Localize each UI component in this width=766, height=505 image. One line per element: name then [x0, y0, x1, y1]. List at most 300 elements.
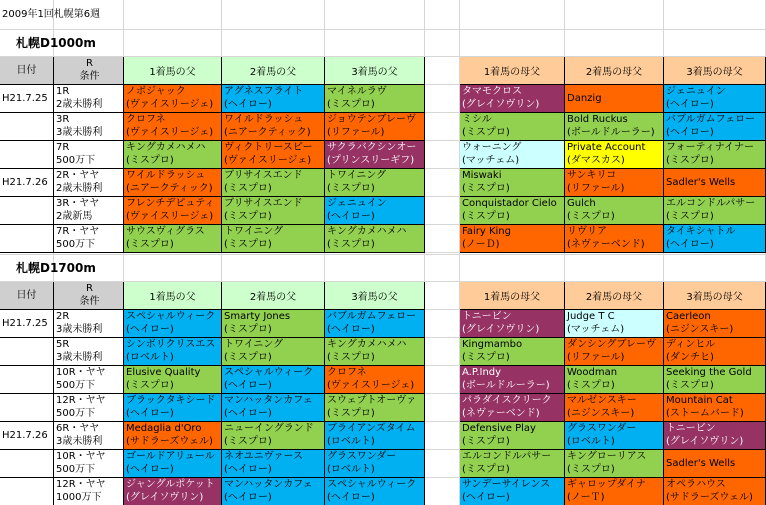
grid-cell [222, 255, 325, 282]
damsire-name: オペラハウス [666, 479, 726, 490]
grid-cell [425, 225, 460, 253]
grid-cell [460, 30, 565, 57]
damsire-cell-1 [460, 310, 565, 338]
race-condition: 3歳未勝利 [56, 436, 103, 447]
sire-lineage: (プリンスリーギフ) [327, 155, 415, 166]
sire-lineage: (ロベルト) [126, 352, 174, 363]
damsire-name: キングローリアス [567, 451, 647, 462]
sire-name: スペシャルウィーク [224, 367, 314, 378]
date-cell [0, 450, 54, 478]
damsire-lineage: (ミスプロ) [567, 211, 615, 222]
damsire-lineage: (ミスプロ) [462, 352, 510, 363]
grid-cell [664, 30, 766, 57]
sire-lineage: (ヘイロー) [224, 380, 272, 391]
sire-name: アグネスフライト [224, 86, 304, 97]
sire-cell-2 [222, 310, 325, 338]
sire-cell-1 [124, 310, 222, 338]
damsire-lineage: (ミスプロ) [462, 183, 510, 194]
sire-cell-2 [222, 422, 325, 450]
sire-lineage: (ミスプロ) [327, 99, 375, 110]
race-cell [54, 366, 124, 394]
damsire-name: バブルガムフェロー [666, 114, 756, 125]
damsire-cell-2 [565, 310, 664, 338]
damsire-lineage: (ヘイロー) [462, 492, 510, 503]
sire-name: スペシャルウィーク [327, 479, 417, 490]
sire-cell-1 [124, 394, 222, 422]
damsire-header-2 [565, 57, 664, 85]
date-header [0, 282, 54, 310]
page-title-cell [0, 0, 101, 30]
damsire-cell-3 [664, 197, 766, 225]
sire-cell-2 [222, 394, 325, 422]
sire-name: マイネルラヴ [327, 86, 387, 97]
sire-lineage: (ミスプロ) [224, 183, 272, 194]
grid-cell [325, 0, 425, 30]
damsire-lineage: (ノーＴ) [567, 492, 605, 503]
race-condition: 500万下 [56, 464, 96, 475]
sire-name: キングカメハメハ [327, 226, 407, 237]
sire-name: Medaglia d'Oro [126, 423, 202, 434]
damsire-lineage: (リファール) [567, 183, 625, 194]
grid-cell [425, 0, 460, 30]
race-cell [54, 422, 124, 450]
damsire-lineage: (ニジンスキー) [666, 324, 734, 335]
race-cell [54, 310, 124, 338]
damsire-name: ジェニュイン [666, 86, 726, 97]
damsire-name: タイキシャトル [666, 226, 736, 237]
sire-name: スウェプトオーヴァ [327, 395, 417, 406]
damsire-name: ディンヒル [666, 339, 716, 350]
sire-cell-3 [325, 394, 425, 422]
race-cell [54, 225, 124, 253]
sire-lineage: (ヘイロー) [327, 492, 375, 503]
date-cell [0, 85, 54, 113]
date-cell [0, 478, 54, 505]
damsire-cell-1 [460, 338, 565, 366]
race-number: 3R・ヤヤ [56, 198, 100, 209]
sire-lineage: (グレイソヴリン) [126, 492, 204, 503]
damsire-cell-1 [460, 366, 565, 394]
grid-cell [425, 30, 460, 57]
damsire-lineage: (ミスプロ) [567, 464, 615, 475]
damsire-name: Private Account [567, 142, 646, 153]
damsire-lineage: (ミスプロ) [462, 211, 510, 222]
damsire-name: Kingmambo [462, 339, 523, 350]
sire-cell-1 [124, 85, 222, 113]
sire-header-label: 3着馬の父 [351, 67, 398, 78]
grid-cell [425, 197, 460, 225]
date-cell [0, 338, 54, 366]
sire-name: ニューイングランド [224, 423, 314, 434]
race-condition: 500万下 [56, 380, 96, 391]
sire-name: マンハッタンカフェ [224, 479, 313, 490]
grid-cell [425, 169, 460, 197]
sire-lineage: (ロベルト) [327, 464, 375, 475]
race-number: 12R・ヤヤ [56, 479, 106, 490]
grid-cell [222, 0, 325, 30]
date-cell [0, 113, 54, 141]
sire-lineage: (ヴァイスリージェ) [224, 155, 312, 166]
sire-lineage: (ミスプロ) [126, 380, 174, 391]
date-value: H21.7.26 [2, 430, 48, 441]
race-cell [54, 85, 124, 113]
sire-name: クロフネ [126, 114, 166, 125]
race-condition: 3歳未勝利 [56, 127, 103, 138]
damsire-cell-2 [565, 85, 664, 113]
race-number: 6R・ヤヤ [56, 423, 100, 434]
damsire-header-label: 2着馬の母父 [585, 292, 643, 303]
damsire-lineage: (ミスプロ) [567, 380, 615, 391]
date-cell [0, 197, 54, 225]
damsire-cell-1 [460, 225, 565, 253]
sire-lineage: (ヘイロー) [224, 464, 272, 475]
sire-cell-2 [222, 366, 325, 394]
sire-name: サウスヴィグラス [126, 226, 205, 237]
damsire-name: グラスワンダー [567, 423, 637, 434]
damsire-lineage: (ノーＤ) [462, 239, 500, 250]
damsire-name: Conquistador Cielo [462, 198, 557, 209]
damsire-lineage: (ミスプロ) [462, 464, 510, 475]
sire-lineage: (ヘイロー) [126, 408, 174, 419]
race-cell [54, 141, 124, 169]
grid-cell [425, 85, 460, 113]
race-number: 7R・ヤヤ [56, 226, 100, 237]
damsire-lineage: (ダンチヒ) [666, 352, 714, 363]
sire-name: ネオユニヴァース [224, 451, 303, 462]
damsire-header-label: 1着馬の母父 [483, 67, 541, 78]
race-condition: 500万下 [56, 239, 96, 250]
sire-cell-1 [124, 225, 222, 253]
race-header-bottom: 条件 [79, 71, 100, 82]
sire-cell-3 [325, 422, 425, 450]
sire-lineage: (ミスプロ) [224, 211, 272, 222]
grid-cell [425, 113, 460, 141]
sire-cell-1 [124, 450, 222, 478]
damsire-header-label: 1着馬の母父 [483, 292, 541, 303]
damsire-name: Mountain Cat [666, 395, 733, 406]
sire-name: ジャングルポケット [126, 479, 215, 490]
race-number: 7R [56, 142, 70, 153]
race-header [54, 57, 124, 85]
damsire-header-1 [460, 282, 565, 310]
grid-cell [425, 253, 460, 255]
grid-cell [124, 255, 222, 282]
sire-name: ヴィクトリースピー [224, 142, 313, 153]
sire-lineage: (ミスプロ) [224, 436, 272, 447]
damsire-cell-1 [460, 478, 565, 505]
damsire-name: マルゼンスキー [567, 395, 637, 406]
sire-cell-1 [124, 113, 222, 141]
grid-cell [425, 255, 460, 282]
damsire-lineage: (マッチェム) [567, 324, 625, 335]
grid-cell [460, 255, 565, 282]
damsire-lineage: (ニジンスキー) [567, 408, 635, 419]
sire-lineage: (ヘイロー) [224, 99, 272, 110]
damsire-name: Danzig [567, 93, 602, 104]
sire-cell-3 [325, 450, 425, 478]
damsire-lineage: (ヘイロー) [666, 99, 714, 110]
damsire-cell-3 [664, 394, 766, 422]
grid-cell [124, 253, 222, 255]
sire-lineage: (ヴァイスリージェ) [327, 380, 415, 391]
sire-header-label: 1着馬の父 [149, 292, 196, 303]
race-number: 10R・ヤヤ [56, 367, 106, 378]
damsire-cell-1 [460, 394, 565, 422]
grid-cell [325, 255, 425, 282]
damsire-cell-1 [460, 197, 565, 225]
date-cell [0, 141, 54, 169]
sire-cell-3 [325, 338, 425, 366]
sire-cell-3 [325, 85, 425, 113]
damsire-cell-1 [460, 169, 565, 197]
race-cell [54, 113, 124, 141]
date-cell [0, 366, 54, 394]
sire-name: バブルガムフェロー [327, 311, 417, 322]
sire-lineage: (ヘイロー) [327, 324, 375, 335]
grid-cell [425, 338, 460, 366]
sire-name: フレンチデピュティ [126, 198, 215, 209]
sire-name: シンボリクリスエス [126, 339, 216, 350]
sire-cell-3 [325, 310, 425, 338]
damsire-cell-2 [565, 422, 664, 450]
sire-cell-3 [325, 169, 425, 197]
damsire-lineage: (サドラーズウェル) [666, 492, 753, 503]
race-number: 5R [56, 339, 70, 350]
damsire-lineage: (ミスプロ) [666, 380, 714, 391]
grid-cell [325, 30, 425, 57]
sire-name: ブライアンズタイム [327, 423, 416, 434]
grid-cell [425, 282, 460, 310]
damsire-name: Judge T C [567, 311, 615, 322]
damsire-lineage: (ヘイロー) [666, 239, 714, 250]
race-number: 10R・ヤヤ [56, 451, 106, 462]
sire-lineage: (ミスプロ) [327, 352, 375, 363]
date-header-label: 日付 [16, 289, 37, 301]
grid-cell [222, 30, 325, 57]
sire-lineage: (サドラーズウェル) [126, 436, 213, 447]
sire-lineage: (ニアークティック) [126, 183, 213, 194]
sire-header-3 [325, 282, 425, 310]
damsire-name: ダンシングブレーヴ [567, 339, 656, 350]
sire-cell-2 [222, 113, 325, 141]
damsire-cell-2 [565, 113, 664, 141]
damsire-name: フォーティナイナー [666, 142, 754, 153]
damsire-name: Caerleon [666, 311, 711, 322]
sire-cell-3 [325, 225, 425, 253]
sire-name: トワイニング [224, 226, 284, 237]
grid-cell [425, 450, 460, 478]
damsire-cell-3 [664, 225, 766, 253]
sire-lineage: (ヘイロー) [224, 492, 272, 503]
sire-header-2 [222, 282, 325, 310]
sire-header-label: 2着馬の父 [249, 292, 297, 303]
damsire-header-label: 2着馬の母父 [585, 67, 643, 78]
sire-header-3 [325, 57, 425, 85]
sire-cell-3 [325, 141, 425, 169]
sire-cell-1 [124, 197, 222, 225]
sire-name: マンハッタンカフェ [224, 395, 313, 406]
sire-cell-1 [124, 422, 222, 450]
damsire-cell-3 [664, 141, 766, 169]
damsire-cell-1 [460, 85, 565, 113]
sire-lineage: (ロベルト) [327, 436, 375, 447]
race-cell [54, 450, 124, 478]
damsire-cell-3 [664, 422, 766, 450]
section-title: 札幌D1000m [16, 35, 96, 50]
grid-cell [664, 253, 766, 255]
damsire-name: エルコンドルパサー [666, 198, 756, 209]
race-number: 2R [56, 311, 70, 322]
grid-cell [565, 0, 664, 30]
sire-name: クロフネ [327, 367, 367, 378]
section-title-cell [0, 30, 96, 57]
race-cell [54, 478, 124, 505]
damsire-lineage: (マッチェム) [462, 155, 520, 166]
damsire-header-3 [664, 282, 766, 310]
race-header-bottom: 条件 [79, 296, 100, 307]
sire-name: キングカメハメハ [327, 339, 407, 350]
damsire-lineage: (グレイソヴリン) [462, 99, 540, 110]
damsire-lineage: (ロベルト) [567, 436, 615, 447]
grid-cell [325, 253, 425, 255]
damsire-lineage: (グレイソヴリン) [666, 436, 744, 447]
sire-lineage: (ヴァイスリージェ) [126, 127, 214, 138]
grid-cell [460, 253, 565, 255]
race-header-top: R [86, 283, 93, 294]
sire-cell-2 [222, 478, 325, 505]
sire-name: ゴールドアリュール [126, 451, 215, 462]
damsire-name: リヴリア [567, 226, 607, 237]
damsire-name: Bold Ruckus [567, 114, 628, 125]
sire-lineage: (ニアークティック) [224, 127, 311, 138]
sire-cell-1 [124, 366, 222, 394]
sire-cell-2 [222, 450, 325, 478]
sire-cell-2 [222, 225, 325, 253]
damsire-name: Fairy King [462, 226, 511, 237]
date-cell [0, 310, 54, 338]
date-header-label: 日付 [16, 64, 37, 76]
date-cell [0, 225, 54, 253]
damsire-name: トニービン [666, 423, 716, 434]
damsire-cell-3 [664, 169, 766, 197]
damsire-cell-2 [565, 450, 664, 478]
damsire-header-label: 3着馬の母父 [686, 67, 743, 78]
damsire-lineage: (ネヴァーベンド) [567, 239, 645, 250]
grid-cell [565, 255, 664, 282]
sire-lineage: (ミスプロ) [224, 324, 272, 335]
sire-header-1 [124, 57, 222, 85]
damsire-name: Woodman [567, 367, 618, 378]
damsire-name: ミシル [462, 114, 492, 125]
sire-lineage: (ヘイロー) [126, 464, 174, 475]
sire-lineage: (ヘイロー) [126, 324, 174, 335]
race-condition: 1000万下 [56, 492, 102, 503]
sire-cell-2 [222, 85, 325, 113]
race-cell [54, 338, 124, 366]
race-number: 2R・ヤヤ [56, 170, 100, 181]
damsire-name: パラダイスクリーク [462, 395, 552, 406]
grid-cell [425, 422, 460, 450]
damsire-name: エルコンドルパサー [462, 451, 552, 462]
sire-cell-2 [222, 197, 325, 225]
grid-cell [425, 310, 460, 338]
damsire-cell-2 [565, 338, 664, 366]
damsire-cell-2 [565, 366, 664, 394]
damsire-lineage: (ネヴァーベンド) [462, 408, 540, 419]
date-value: H21.7.26 [2, 177, 48, 188]
grid-cell [664, 255, 766, 282]
damsire-lineage: (ボールドルーラー) [567, 127, 655, 138]
damsire-cell-1 [460, 113, 565, 141]
damsire-cell-2 [565, 141, 664, 169]
damsire-lineage: (ミスプロ) [462, 127, 510, 138]
race-cell [54, 197, 124, 225]
grid-cell [124, 0, 222, 30]
damsire-name: Sadler's Wells [666, 177, 736, 188]
sire-header-label: 3着馬の父 [351, 292, 398, 303]
sire-name: ジョウテンブレーヴ [327, 114, 416, 125]
grid-cell [460, 0, 565, 30]
sire-cell-1 [124, 141, 222, 169]
date-value: H21.7.25 [2, 318, 48, 329]
race-condition: 2歳未勝利 [56, 183, 103, 194]
race-condition: 2歳新馬 [56, 211, 93, 222]
sire-lineage: (ヘイロー) [327, 211, 375, 222]
date-header [0, 57, 54, 85]
sire-lineage: (ミスプロ) [327, 239, 375, 250]
race-header [54, 282, 124, 310]
sire-header-1 [124, 282, 222, 310]
sire-lineage: (リファール) [327, 127, 385, 138]
sire-lineage: (ヘイロー) [224, 408, 272, 419]
damsire-name: タマモクロス [462, 86, 522, 97]
race-header-top: R [86, 58, 93, 69]
page-title: 2009年1回札幌第6週 [2, 9, 101, 20]
grid-cell [664, 0, 766, 30]
damsire-lineage: (ミスプロ) [666, 155, 714, 166]
section-title-cell [0, 255, 96, 282]
damsire-cell-3 [664, 478, 766, 505]
date-cell [0, 394, 54, 422]
sire-lineage: (ミスプロ) [224, 239, 272, 250]
damsire-header-3 [664, 57, 766, 85]
sire-name: キングカメハメハ [126, 142, 206, 153]
damsire-cell-3 [664, 310, 766, 338]
race-number: 12R・ヤヤ [56, 395, 106, 406]
sire-header-label: 2着馬の父 [249, 67, 297, 78]
grid-cell [425, 366, 460, 394]
grid-cell [565, 30, 664, 57]
grid-cell [565, 253, 664, 255]
sire-cell-3 [325, 478, 425, 505]
damsire-lineage: (ボールドルーラー) [462, 380, 550, 391]
race-condition: 500万下 [56, 408, 96, 419]
damsire-cell-2 [565, 197, 664, 225]
damsire-name: サンデーサイレンス [462, 479, 551, 490]
date-cell [0, 169, 54, 197]
sire-name: ノボジャック [126, 86, 186, 97]
grid-cell [124, 30, 222, 57]
sire-cell-1 [124, 169, 222, 197]
damsire-lineage: (ミスプロ) [462, 436, 510, 447]
sire-name: Elusive Quality [126, 367, 201, 378]
grid-cell [425, 394, 460, 422]
sire-cell-3 [325, 366, 425, 394]
sire-header-label: 1着馬の父 [149, 67, 196, 78]
sire-cell-2 [222, 338, 325, 366]
damsire-cell-3 [664, 338, 766, 366]
damsire-lineage: (ダマスカス) [567, 155, 625, 166]
